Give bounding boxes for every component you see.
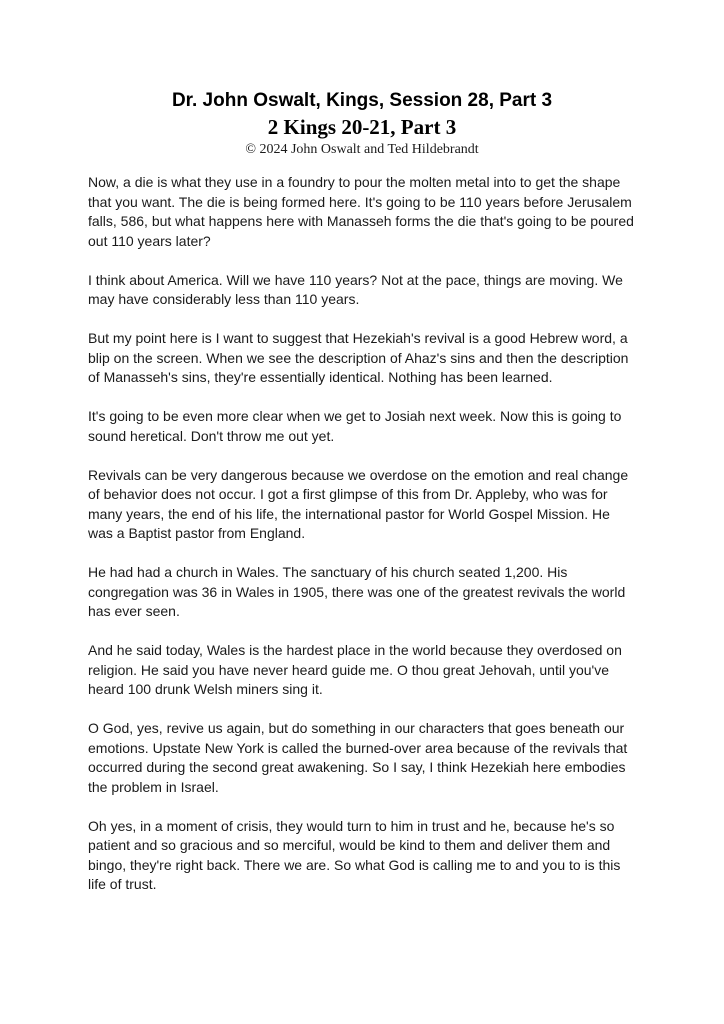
copyright-line: © 2024 John Oswalt and Ted Hildebrandt — [245, 141, 479, 157]
paragraph: And he said today, Wales is the hardest place in the world because they overdosed on religion. He said you have never heard guide me. O thou great Jehovah, until you've heard 100 drunk Welsh miners sing it. — [88, 642, 622, 698]
document-body — [0, 158, 724, 895]
paragraph: Oh yes, in a moment of crisis, they would turn to him in trust and he, because he's so patient and so gracious and so merciful, would be kind to them and deliver them and bingo, they're right back. There we are. So what God is calling me to and you to is this life of trust. — [88, 817, 621, 893]
paragraph: He had had a church in Wales. The sanctuary of his church seated 1,200. His congregation was 36 in Wales in 1905, there was one of the greatest revivals the world has ever seen. — [88, 564, 626, 620]
paragraph: O God, yes, revive us again, but do something in our characters that goes beneath our emotions. Upstate New York is called the burned-over area because of the revivals that occurred during the second great awakening. So I say, I think Hezekiah here embodies the problem in Israel. — [88, 720, 628, 795]
paragraph: Revivals can be very dangerous because we overdose on the emotion and real change of behavior does not occur. I got a first glimpse of this from Dr. Appleby, who was for many years, the end of his life, the international pastor for World Gospel Mission. He was a Baptist pastor from England. — [88, 466, 629, 542]
paragraph: I think about America. Will we have 110 years? Not at the pace, things are moving. We may have considerably less than 110 years. — [88, 271, 623, 308]
paragraph: It's going to be even more clear when we get to Josiah next week. Now this is going to sound heretical. Don't throw me out yet. — [88, 408, 622, 444]
document-subtitle: 2 Kings 20-21, Part 3 — [267, 114, 457, 139]
paragraph: But my point here is I want to suggest that Hezekiah's revival is a good Hebrew word, a blip on the screen. When we see the description of Ahaz's sins and then the description of Manasseh's sins, they're essentially identical. Nothing has been learned. — [88, 330, 629, 386]
document-title: Dr. John Oswalt, Kings, Session 28, Part 3 — [171, 90, 553, 111]
paragraph: Now, a die is what they use in a foundry to pour the molten metal into to get the shape that you want. The die is being formed here. It's going to be 110 years before Jerusalem falls, 586, but what happens here with Manasseh forms the die that's going to be poured out 110 years later? — [88, 174, 634, 249]
document-header — [0, 0, 724, 158]
